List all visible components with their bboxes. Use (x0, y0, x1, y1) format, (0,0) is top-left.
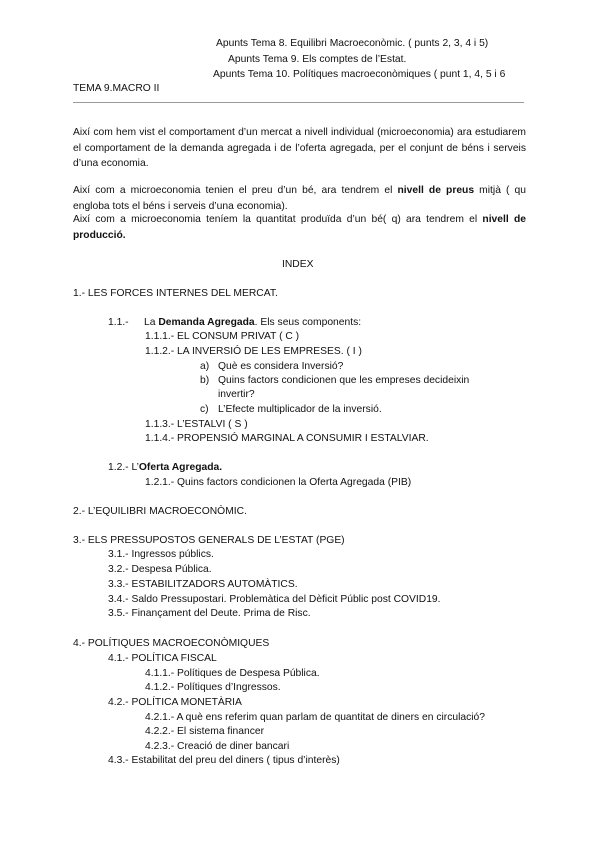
header-line-3: Apunts Tema 10. Polítiques macroeconòmiques ( punt 1, 4, 5 i 6 (213, 69, 506, 80)
index-item-4-3: 4.3.- Estabilitat del preu del diners ( tipus d’interès) (108, 755, 340, 766)
intro-p3-bold: nivell de producció. (73, 214, 526, 241)
index-section-4: 4.- POLÍTIQUES MACROECONÒMIQUES (73, 638, 270, 649)
index-section-2: 2.- L’EQUILIBRI MACROECONÒMIC. (73, 506, 247, 517)
intro-paragraph-3 (73, 212, 526, 243)
index-item-4-2-1: 4.2.1.- A què ens referim quan parlam de quantitat de diners en circulació? (145, 712, 486, 723)
intro-p2-text-c: mitjà ( qu engloba tots el béns i serveis d’una economia). (73, 185, 526, 212)
index-item-1-2-1: 1.2.1.- Quins factors condicionen la Oferta Agregada (PIB) (145, 477, 412, 488)
index-item-3-3: 3.3.- ESTABILITZADORS AUTOMÀTICS. (108, 579, 298, 590)
index-item-1-1-post: . Els seus components: (254, 317, 362, 328)
index-item-1-1-3: 1.1.3.- L’ESTALVI ( S ) (145, 419, 248, 430)
intro-p3-text-a: Així com a microeconomia teníem la quantitat produïda d’un bé( q) ara tendrem el (73, 214, 483, 225)
intro-p2-bold: nivell de preus (397, 185, 475, 196)
index-item-1-2-bold: Oferta Agregada. (138, 462, 223, 473)
tema-label: TEMA 9.MACRO II (73, 83, 160, 94)
index-item-3-4: 3.4.- Saldo Pressupostari. Problemàtica del Dèficit Públic post COVID19. (108, 594, 441, 605)
index-item-1-1-4: 1.1.4.- PROPENSIÓ MARGINAL A CONSUMIR I ESTALVIAR. (145, 433, 429, 444)
index-item-3-2: 3.2.- Despesa Pública. (108, 564, 212, 575)
header-divider (73, 102, 524, 103)
index-subitem-b-continuation: invertir? (218, 389, 255, 400)
index-item-4-2: 4.2.- POLÍTICA MONETÀRIA (108, 697, 242, 708)
index-item-1-1-pre: La (144, 317, 159, 328)
index-item-4-1-1: 4.1.1.- Polítiques de Despesa Pública. (145, 668, 320, 679)
index-item-1-2-pre: 1.2.- L’ (108, 462, 139, 473)
index-title: INDEX (282, 259, 314, 270)
index-subitem-c-label: c) (200, 404, 209, 415)
index-item-4-2-3: 4.2.3.- Creació de diner bancari (145, 741, 290, 752)
index-item-4-1-2: 4.1.2.- Polítiques d’Ingressos. (145, 682, 281, 693)
index-item-4-1: 4.1.- POLÍTICA FISCAL (108, 653, 217, 664)
index-subitem-a-text: Què es considera Inversió? (218, 361, 344, 372)
index-item-4-2-2: 4.2.2.- El sistema financer (145, 726, 265, 737)
index-item-1-1-bold: Demanda Agregada (158, 317, 255, 328)
index-subitem-b-text: Quins factors condicionen que les empreses decideixin (218, 375, 470, 386)
index-item-1-1-number: 1.1.- (108, 317, 129, 328)
intro-paragraph-2 (73, 183, 526, 214)
index-item-1-2 (108, 461, 222, 474)
index-subitem-a-label: a) (200, 361, 210, 372)
index-item-1-1 (108, 316, 361, 329)
index-subitem-b (200, 374, 469, 387)
header-line-2: Apunts Tema 9. Els comptes de l’Estat. (228, 54, 407, 65)
header-line-1: Apunts Tema 8. Equilibri Macroeconòmic. ( punts 2, 3, 4 i 5) (216, 38, 489, 49)
intro-paragraph-1: Així com hem vist el comportament d’un mercat a nivell individual (microeconomia) ara estudiarem el comportament de la demanda agregada i de l’oferta agregada, per el conjunt de béns i serveis d’una economia. (73, 127, 526, 169)
index-section-3: 3.- ELS PRESSUPOSTOS GENERALS DE L’ESTAT (PGE) (73, 535, 345, 546)
index-item-1-1-2: 1.1.2.- LA INVERSIÓ DE LES EMPRESES. ( I ) (145, 346, 362, 357)
intro-p2-text-a: Així com a microeconomia tenien el preu d’un bé, ara tendrem el (73, 185, 398, 196)
index-item-1-1-1: 1.1.1.- EL CONSUM PRIVAT ( C ) (145, 331, 300, 342)
index-subitem-c (200, 403, 382, 416)
index-subitem-a (200, 360, 343, 373)
index-section-1: 1.- LES FORCES INTERNES DEL MERCAT. (73, 288, 278, 299)
index-subitem-c-text: L’Efecte multiplicador de la inversió. (218, 404, 382, 415)
index-item-3-5: 3.5.- Finançament del Deute. Prima de Risc. (108, 608, 311, 619)
index-subitem-b-label: b) (200, 375, 210, 386)
index-item-3-1: 3.1.- Ingressos públics. (108, 549, 214, 560)
